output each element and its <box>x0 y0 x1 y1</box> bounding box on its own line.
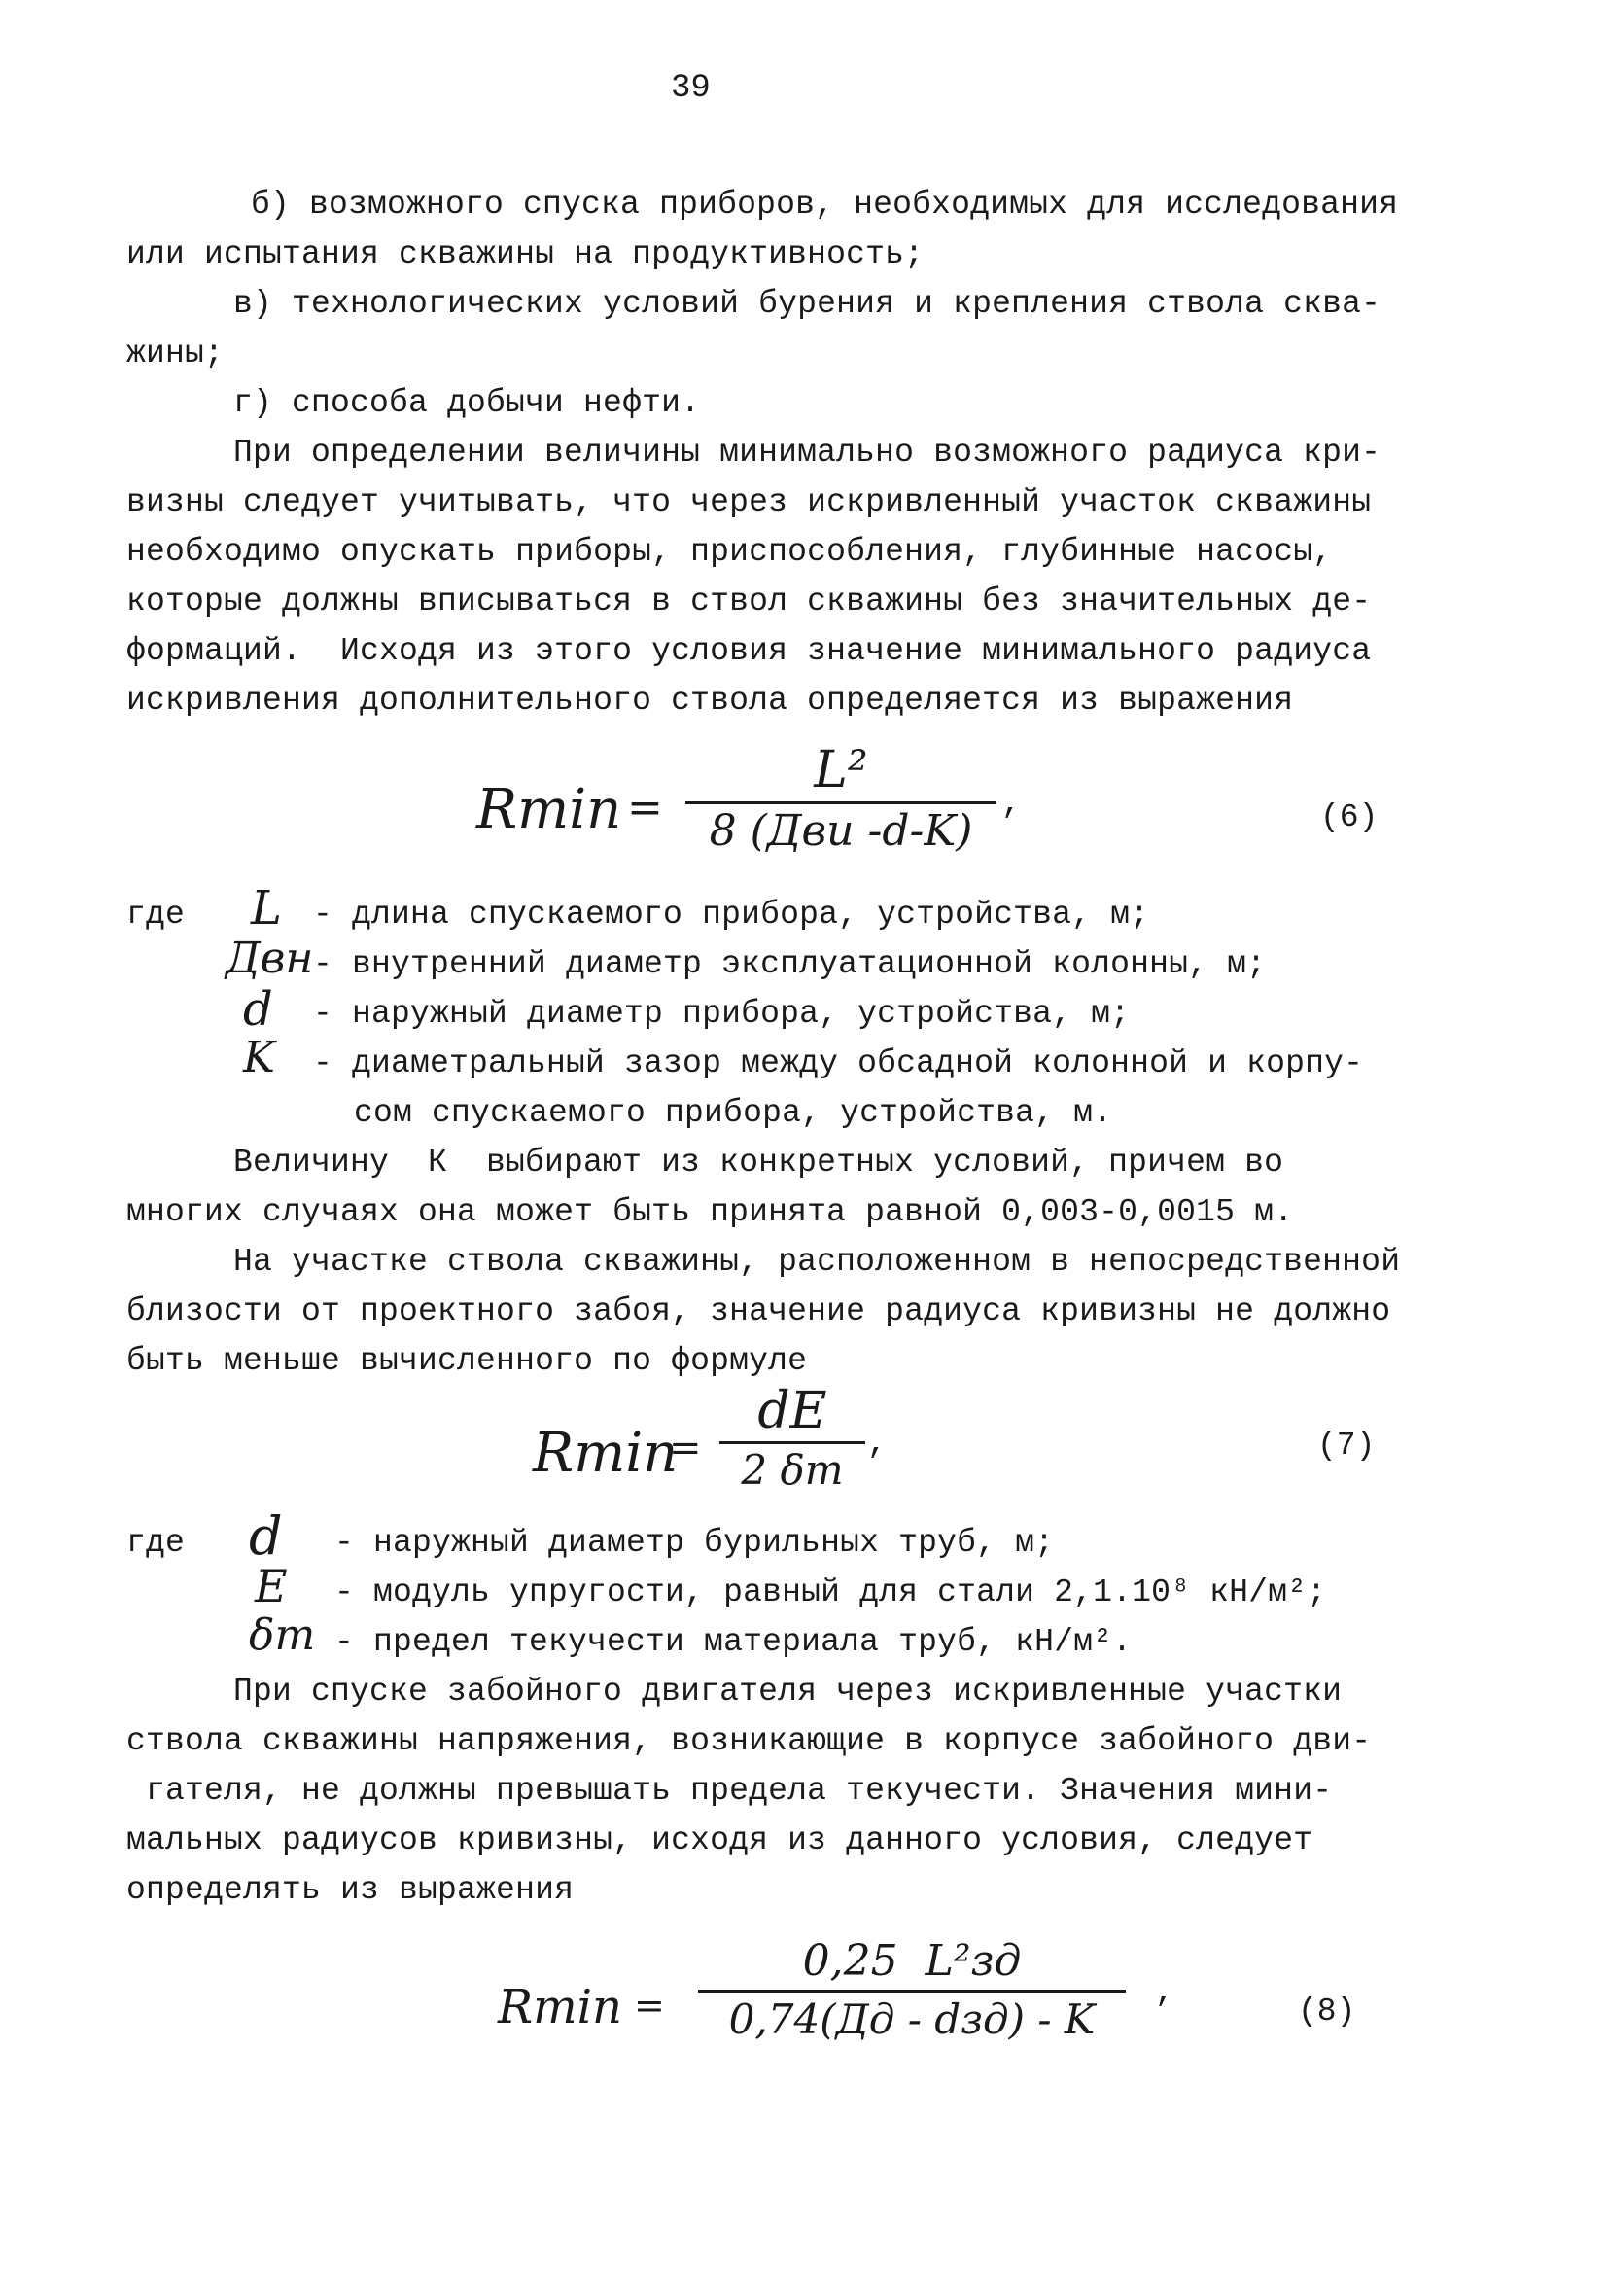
eq7-comma: , <box>867 1426 888 1463</box>
definition-K-cont: сом спускаемого прибора, устройства, м. <box>354 1095 1113 1131</box>
symbol-sigma: δт <box>249 1610 316 1660</box>
text-line: формаций. Исходя из этого условия значение минимального радиуса <box>126 633 1372 669</box>
eq7-fraction <box>719 1381 865 1497</box>
eq8-denominator: 0,74(Дд - dзд) - K <box>728 1996 1096 2043</box>
symbol-d: d <box>243 982 273 1037</box>
definition-K: - диаметральный зазор между обсадной колонной и корпу- <box>313 1045 1364 1081</box>
eq7-denominator: 2 δт <box>741 1446 844 1494</box>
text-line: или испытания скважины на продуктивность; <box>126 236 925 272</box>
text-line: Величину К выбирают из конкретных условий, причем во <box>233 1145 1284 1181</box>
symbol-Dvn: Двн <box>226 934 314 983</box>
eq7-number: (7) <box>1317 1428 1376 1464</box>
text-line: многих случаях она может быть принята равной 0,003-0,0015 м. <box>126 1194 1294 1230</box>
eq8-lhs: Rmin <box>498 1980 622 2034</box>
eq7-numerator: dE <box>757 1382 827 1440</box>
text-line: необходимо опускать приборы, приспособления, глубинные насосы, <box>126 534 1333 570</box>
eq8-comma: , <box>1155 1974 1175 2011</box>
definition-d: - наружный диаметр бурильных труб, м; <box>334 1525 1055 1561</box>
where-label: где <box>126 897 186 933</box>
eq6-equals: = <box>627 783 663 832</box>
where-label: где <box>126 1525 186 1561</box>
text-line: ствола скважины напряжения, возникающие в корпусе забойного дви- <box>126 1723 1372 1759</box>
text-line: мальных радиусов кривизны, исходя из данного условия, следует <box>126 1822 1313 1858</box>
eq7-equals: = <box>669 1426 702 1470</box>
text-line: близости от проектного забоя, значение радиуса кривизны не должно <box>126 1293 1391 1329</box>
symbol-L: L <box>251 881 282 936</box>
text-line: При спуске забойного двигателя через искривленные участки <box>233 1674 1343 1710</box>
eq6-comma: , <box>1001 786 1022 823</box>
symbol-K: K <box>243 1033 275 1082</box>
eq6-number: (6) <box>1320 799 1379 835</box>
definition-d: - наружный диаметр прибора, устройства, м; <box>313 996 1131 1032</box>
page-number: 39 <box>671 70 711 107</box>
text-line: жины; <box>126 336 225 371</box>
eq7-lhs: Rmin <box>533 1422 679 1485</box>
text-line: быть меньше вычисленного по формуле <box>126 1343 808 1379</box>
definition-E: - модуль упругости, равный для стали 2,1.10⁸ кН/м²; <box>334 1574 1327 1610</box>
text-line: При определении величины минимально возможного радиуса кри- <box>233 435 1381 471</box>
text-line: б) возможного спуска приборов, необходимых для исследования <box>251 187 1399 223</box>
text-line: которые должны вписываться в ствол скважины без значительных де- <box>126 583 1372 619</box>
definition-sigma: - предел текучести материала труб, кН/м². <box>334 1624 1133 1660</box>
eq8-number: (8) <box>1298 1994 1356 2030</box>
eq8-fraction <box>698 1933 1126 2047</box>
text-line: искривления дополнительного ствола определяется из выражения <box>126 683 1294 719</box>
definition-L: - длина спускаемого прибора, устройства, м; <box>313 897 1150 933</box>
eq8-equals: = <box>634 1984 665 2027</box>
text-line: определять из выражения <box>126 1872 575 1908</box>
text-line: визны следует учитывать, что через искривленный участок скважины <box>126 484 1372 520</box>
eq6-fraction <box>685 739 996 859</box>
symbol-E: E <box>255 1560 288 1612</box>
eq6-numerator: L² <box>814 741 868 799</box>
text-line: г) способа добычи нефти. <box>233 385 701 421</box>
eq6-denominator: 8 (Дви -d-K) <box>709 806 973 856</box>
eq6-lhs: Rmin <box>476 778 622 841</box>
text-line: На участке ствола скважины, расположенном в непосредственной <box>233 1244 1401 1280</box>
text-line: в) технологических условий бурения и крепления ствола сква- <box>233 286 1381 322</box>
eq8-numerator: 0,25 L²зд <box>802 1936 1022 1986</box>
symbol-d: d <box>249 1505 283 1567</box>
definition-Dvn: - внутренний диаметр эксплуатационной колонны, м; <box>313 946 1267 982</box>
text-line: гателя, не должны превышать предела текучести. Значения мини- <box>146 1773 1333 1809</box>
